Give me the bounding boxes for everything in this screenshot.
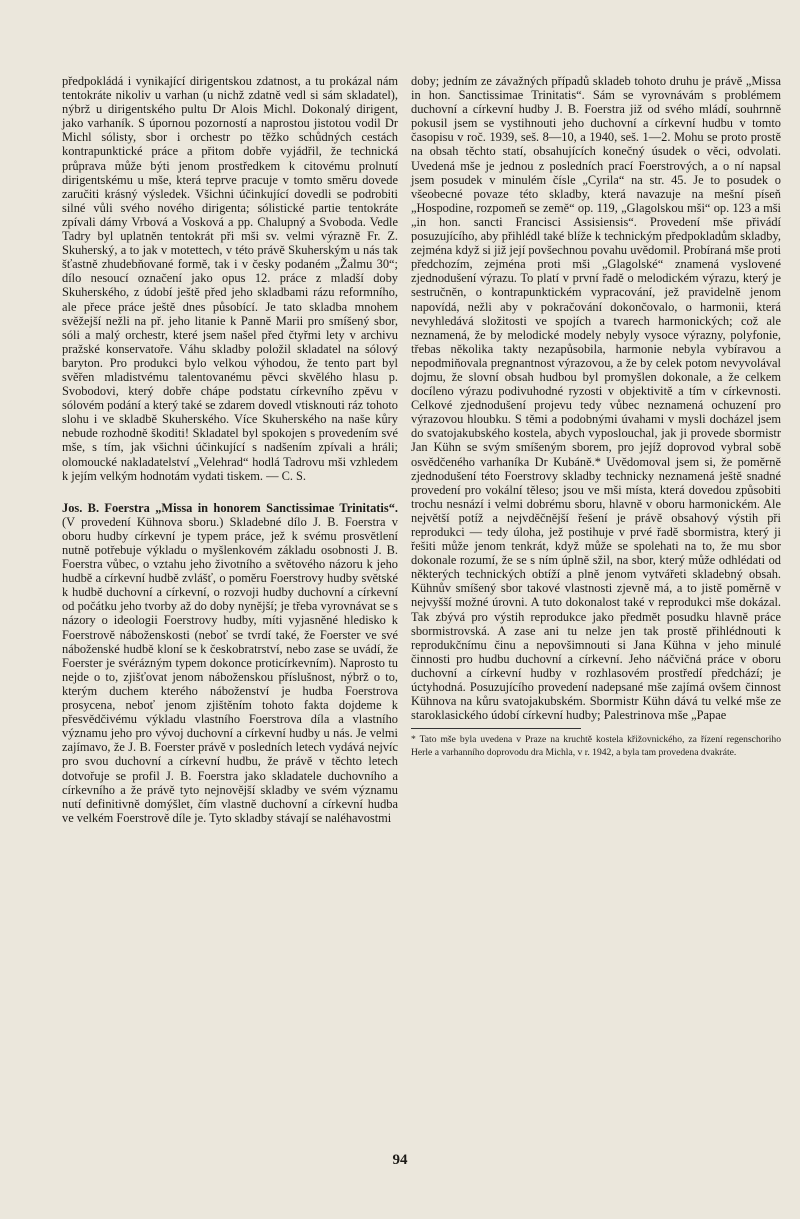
article-heading: Jos. B. Foerstra „Missa in honorem Sanctissimae Trinitatis“.: [62, 500, 398, 515]
paragraph: [62, 501, 398, 825]
right-column: [411, 74, 781, 759]
page-number: 94: [392, 1152, 408, 1168]
paragraph: předpokládá i vynikající dirigentskou zdatnost, a tu prokázal nám tentokráte nikoliv u varhan (u nichž zdatně vedl si sám skladatel), nýbrž u dirigentského pultu Dr Alois Michl. Dokonalý dirigent, jako varhaník. S úpornou pozorností a naprostou jistotou vodil Dr Michl sólisty, sbor i orchestr po těžko schůdných cestách kontrapunktické práce a přitom dobře vyjádřil, že technická průprava může býti jenom prostředkem k citovému prolnutí dirigentskému u mše, která teprve pracuje v tomto směru dovede zaručiti krásný výsledek. Všichni účinkující dovedli se podrobiti silné vůli svého nového dirigenta; sólistické partie tentokráte zpívali dámy Vrbová a Vosková a pp. Chalupný a Svoboda. Vedle Tadry byl uplatněn tentokrát při mši sv. velmi výrazně Fr. Z. Skuherský, a to jak v motettech, v této právě Skuherským u nás tak šťastně zhudebňované formě, tak i v česky podaném „Žalmu 30“; dílo nesoucí označení jako opus 12. práce z mladší doby Skuherského, z údobí ještě před jeho skladbami rázu reformního, ale přece práce ještě dnes působící. Je tato skladba mnohem svěžejší nežli na př. jeho litanie k Panně Marii pro smíšený sbor, sóli a malý orchestr, které jsem našel před čtyřmi lety v archivu pražské konservatoře. Váhu skladby položil skladatel na sólový baryton. Pro produkci bylo velkou výhodou, že tento part byl svěřen mladistvému talentovanému pěvci skvělého hlasu p. Svobodovi, který dobře chápe podstatu církevního zpěvu v sólovém podání a který také se zdarem dovedl vtisknouti ráz tohoto slohu i ve skladbě Skuherského. Více Skuherského na naše kůry nebude rozhodně škoditi! Skladatel byl spokojen s provedením své mše, s tím, jak všichni účinkující s nadšením zpívali a hráli; olomoucké nakladatelství „Velehrad“ hodlá Tadrovu mši vzhledem k jejím velkým hodnotám vydati tiskem. — C. S.: [62, 74, 398, 483]
paragraph: doby; jedním ze závažných případů skladeb tohoto druhu je právě „Missa in hon. Sanctissimae Trinitatis“. Sám se vyrovnávám s problémem duchovní a církevní hudby J. B. Foerstra již od svého mládí, souhrnně pokusil jsem se vystihnouti jeho duchovní a církevní hudbu v tomto časopisu v roč. 1939, seš. 8—10, a 1940, seš. 1—2. Mohu se proto prostě na obsah těchto statí, obsahujících konečný úsudek o věci, odvolati. Uvedená mše je jednou z posledních prací Foerstrových, a o ní napsal jsem posudek v minulém čísle „Cyrila“ na str. 45. Je to posudek o všeobecné povaze této skladby, která navazuje na mešní píseň „Hospodine, rozpomeň se země“ op. 119, „Glagolskou mši“ op. 123 a mši „in hon. sancti Francisci Assisiensis“. Provedení mše přivádí posuzujícího, aby přihlédl také blíže k technickým předpokladům skladby, zejména když si již její povšechnou povahu uvědomil. Probíraná mše proti předchozím, zejména proti mši „Glagolské“ znamená vyslovené zjednodušení výrazu. To platí v první řadě o melodickém výrazu, který je sestručněn, o kontrapunktickém vypracování, jež pravidelně jenom napovídá, nežli aby v pokračování dokončovalo, o harmonii, která nevyhledává složitosti ve spojích a tvarech harmonických; což ale neznamená, že by melodické modely nebyly vysoce výrazny, polyfonie, třebas několika takty nezapůsobila, harmonie nebyla vybíravou a nepodmiňovala pregnantnost výrazovou, a že by celek potom nevyvolával dojmu, že slovní obsah hudbou byl promyšlen dokonale, a že celkem docíleno výrazu podivuhodné ryzosti v objektivitě a tím v církevnosti. Celkové zjednodušení projevu tedy vůbec neznamená ochuzení pro výrazovou hloubku. S těmi a podobnými úvahami v mysli docházel jsem do svatojakubského kostela, abych vyposlouchal, jak ji provede sbormistr Jan Kühn se svým smíšeným sborem, pro jejíž doprovod vybral sobě osvědčeného varhaníka Dr Kubáně.* Uvědomoval jsem si, že poměrně zjednodušení této Foerstrovy skladby technicky neznamená ještě snadné provedení pro vokální těleso; jsou ve mši místa, která dovedou způsobiti trochu nesnází i velmi dobrému sboru, hlavně v oboru harmonickém. Ale největší potíž a nejvděčnější řešení je právě obsahový výstih při reprodukci — tedy úloha, jež postihuje v prvé řadě sbormistra, který ji řešiti může jenom tenkrát, když může se spolehati na to, že mu sbor dokonale rozumí, že se s ním úplně sžil, na sbor, který může odhlédati od některých technických obtíží a plně jenom vytvářeti skladebný obsah. Kühnův smíšený sbor takové vlastnosti zjevně má, a to jistě poměrně v nejvyšší možné úrovni. A tuto dokonalost také v reprodukci mše dokázal. Tak zbývá pro výstih reprodukce jako předmět posudku hlavně práce sbormistrovská. A zase ani tu nelze jen tak prostě přihlédnouti k reprodukčnímu činu a nepovšimnouti si Jana Kühna v jeho minulé činnosti pro hudbu duchovní a církevní. Jeho náčvičná práce v oboru duchovní a církevní hudby v rozhlasovém prostředí předchází; je úctyhodná. Posuzujícího provedení nadepsané mše zajímá ovšem činnost Kühnova na kůru svatojakubském. Sbormistr Kühn dává tu velké mše ze staroklasického údobí církevní hudby; Palestrinova mše „Papae: [411, 74, 781, 723]
article-body: (V provedení Kühnova sboru.) Skladebné dílo J. B. Foerstra v oboru hudby církevní je typem práce, jež k svému prosvětlení nutně potřebuje výkladu o myšlenkovém základu osobnosti J. B. Foerstra vůbec, o vztahu jeho životního a světového názoru k jeho hudbě a církevní hudbě zvlášť, o poměru Foerstrovy hudby světské k hudbě duchovní a církevní, o rozvoji hudby duchovní a církevní od počátku jeho tvorby až do doby nynější; je třeba vyrovnávat se s názory o ideologii Foerstrovy hudby, míti vyjasněné hledisko k Foerstrově náboženskosti (neboť se tvrdí také, že Foerster ve své náboženské hudbě kloní se k českobratrství, nebo zase se uvádí, že Foerster je svérázným typem dokonce proticírkevním). Naprosto tu nejde o to, zjišťovat jenom náboženskou příslušnost, nýbrž o to, kterým duchem kterého náboženství je hudba Foerstrova prosycena, neboť jenom zjištěním tohoto fakta dojdeme k přesvědčivému výkladu vlastního Foerstrova díla a vlastního významu jeho pro vývoj duchovní a církevní hudby u nás. Je velmi zajímavo, že J. B. Foerster právě v posledních letech vydává nejvíc pro svou duchovní a církevní hudbu, že právě v těchto letech dotvořuje se profil J. B. Foerstra jako skladatele duchovního a církevního a že právě tyto nejnovější skladby ve svém významu nutí definitivně domýšlet, čím vlastně duchovní a církevní hudba ve velkém Foerstrově díle je. Tyto skladby stávají se naléhavostmi: [62, 514, 398, 825]
footnote: * Tato mše byla uvedena v Praze na kruchtě kostela křižovnického, za řízení regenschoriho Herle a varhanního doprovodu dra Michla, v r. 1942, a byla tam provedena dvakráte.: [411, 734, 781, 759]
footnote-divider: [411, 728, 581, 729]
paragraph-gap: [62, 483, 398, 501]
left-column: [62, 74, 398, 825]
